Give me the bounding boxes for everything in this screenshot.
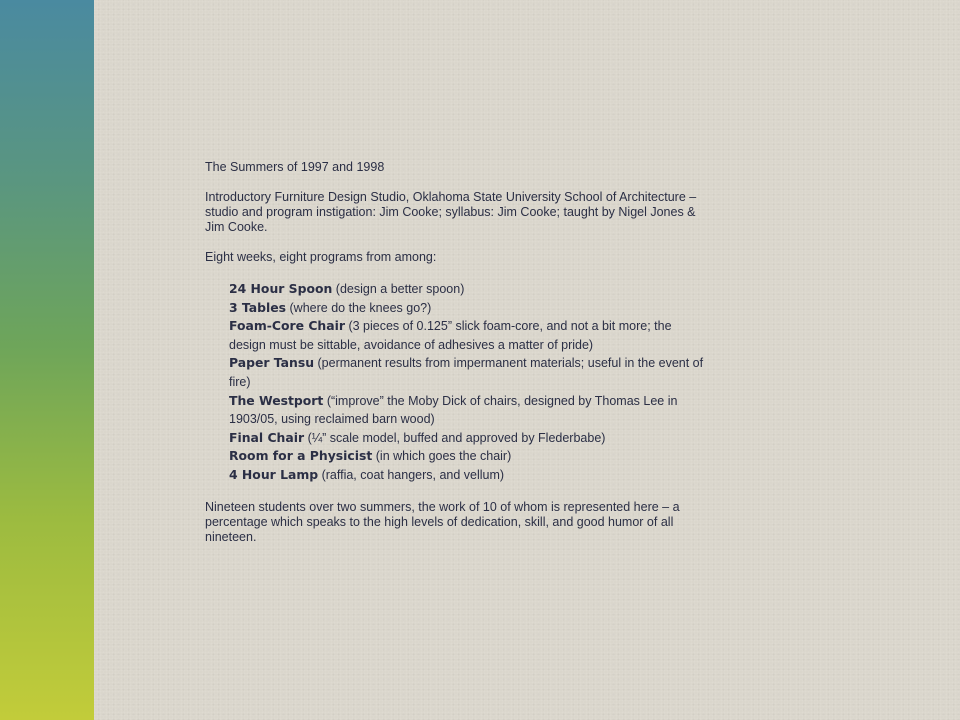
program-item <box>229 317 710 354</box>
program-description: (raffia, coat hangers, and vellum) <box>318 467 505 482</box>
program-description: (permanent results from impermanent materials; useful in the event of fire) <box>229 356 704 389</box>
program-item <box>229 354 710 391</box>
program-item <box>229 447 710 466</box>
program-name: 3 Tables <box>229 299 287 315</box>
program-item <box>229 280 710 299</box>
program-item <box>229 299 710 318</box>
slide-heading: The Summers of 1997 and 1998 <box>205 160 385 174</box>
program-name: 24 Hour Spoon <box>229 281 333 296</box>
program-item <box>229 392 710 429</box>
program-item <box>229 429 710 448</box>
program-description: (in which goes the chair) <box>372 449 512 464</box>
program-description: (3 pieces of 0.125” slick foam-core, and not a bit more; the design must be sittable, avoidance of adhesives a matter of pride) <box>229 319 672 352</box>
program-name: Final Chair <box>229 429 305 445</box>
intro-paragraph: Introductory Furniture Design Studio, Oklahoma State University School of Architecture – studio and program instigation: Jim Cooke; syllabus: Jim Cooke; taught by Nigel Jones & Jim Cooke. <box>205 190 697 234</box>
sidebar-gradient-bar <box>0 0 94 720</box>
program-description: (¼” scale model, buffed and approved by Flederbabe) <box>304 430 606 445</box>
program-item <box>229 466 710 485</box>
lead-in-text: Eight weeks, eight programs from among: <box>205 250 437 264</box>
program-list <box>205 280 710 485</box>
program-name: Foam-Core Chair <box>229 318 345 334</box>
program-name: 4 Hour Lamp <box>229 466 319 482</box>
program-name: Room for a Physicist <box>229 448 373 464</box>
program-description: (design a better spoon) <box>332 282 465 296</box>
program-description: (where do the knees go?) <box>286 300 432 315</box>
program-description: (“improve” the Moby Dick of chairs, designed by Thomas Lee in 1903/05, using reclaimed barn wood) <box>229 393 678 427</box>
program-name: The Westport <box>229 392 324 408</box>
closing-paragraph: Nineteen students over two summers, the work of 10 of whom is represented here – a percentage which speaks to the high levels of dedication, skill, and good humor of all nineteen. <box>205 499 680 544</box>
program-name: Paper Tansu <box>229 355 315 371</box>
slide-content <box>205 160 710 560</box>
